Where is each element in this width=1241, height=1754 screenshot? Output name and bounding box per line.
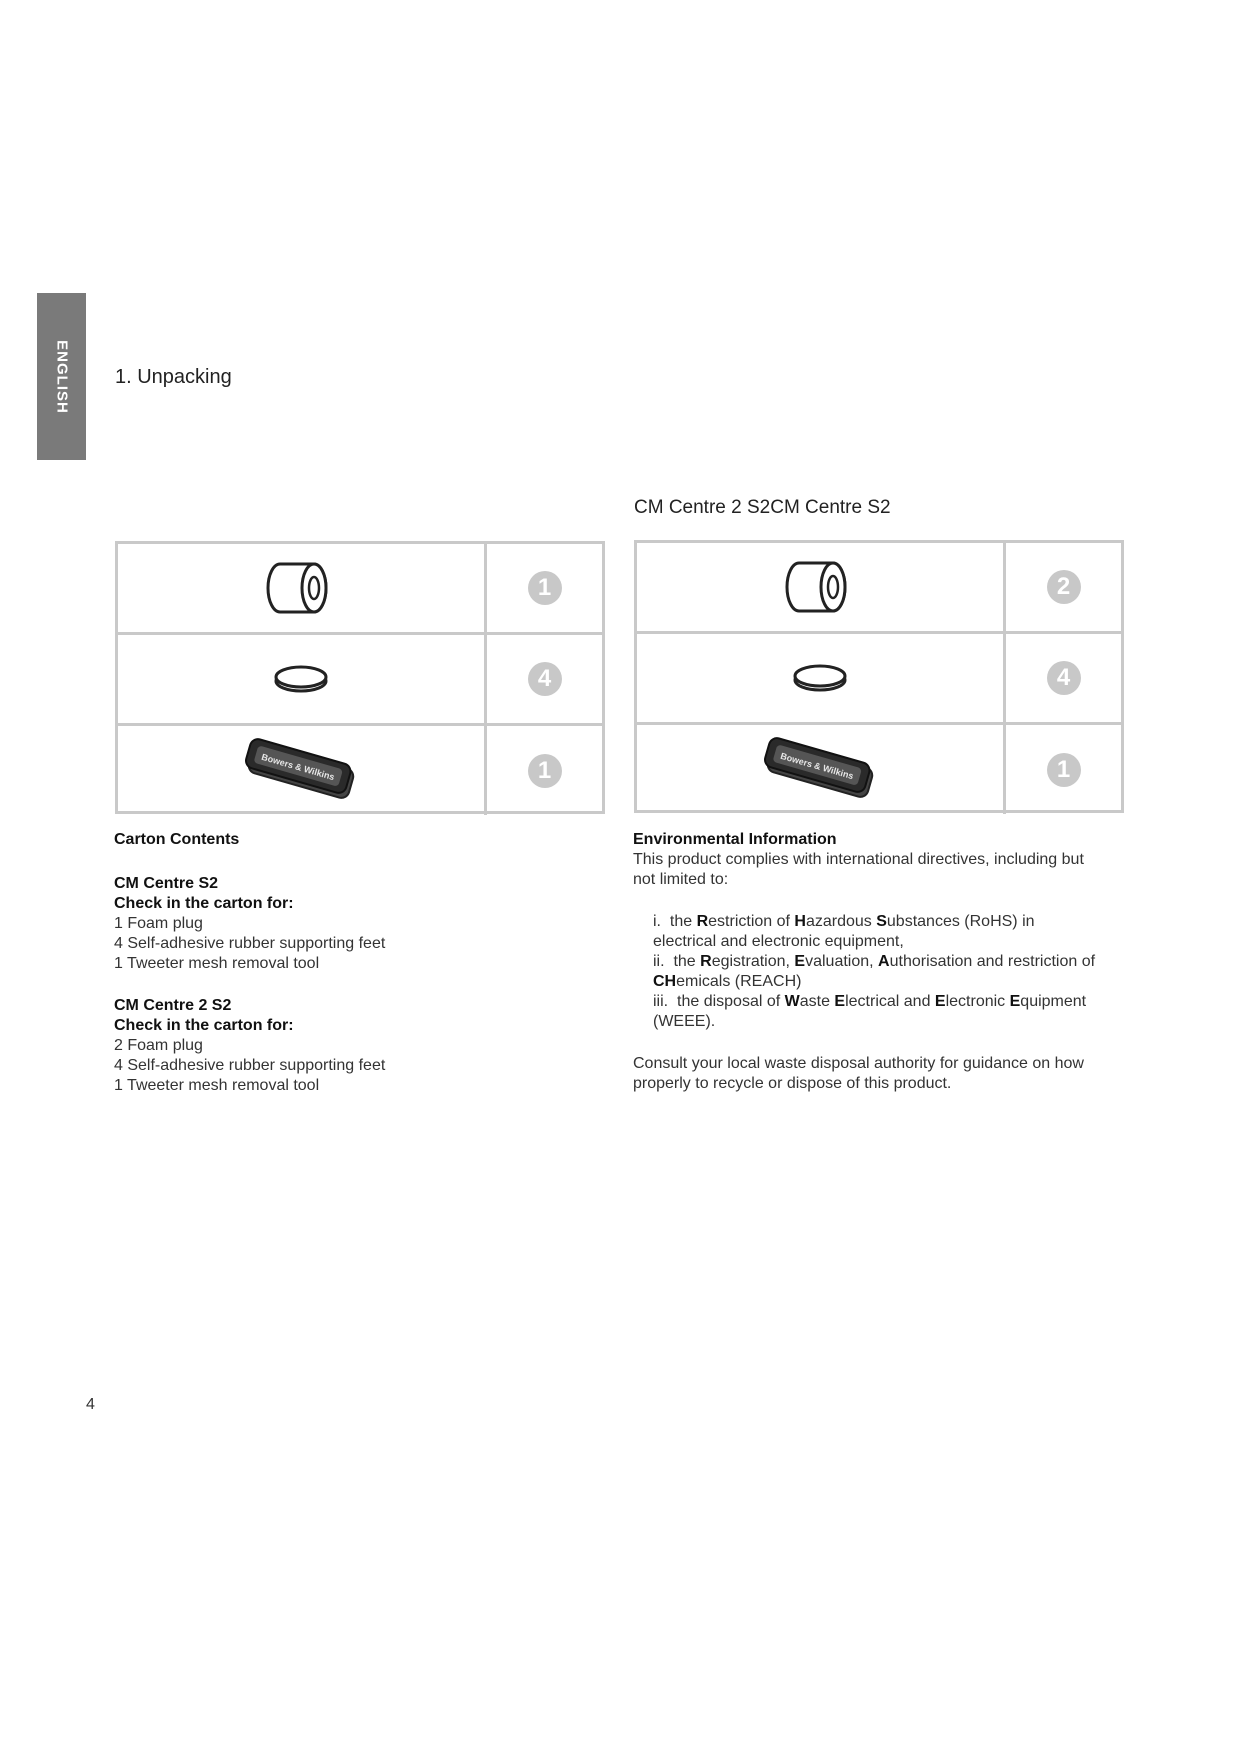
intro-text: not limited to:	[633, 871, 729, 888]
carton-contents-heading: Carton Contents	[114, 831, 240, 848]
carton-contents-section	[114, 830, 574, 1096]
mesh-removal-tool-icon	[241, 736, 361, 806]
item-image-cell	[118, 726, 487, 815]
page-number: 4	[86, 1396, 95, 1413]
table-row	[637, 725, 1121, 814]
quantity-badge: 1	[528, 571, 562, 605]
tool-logo-text: Bowers & Wilkins	[260, 751, 336, 782]
item-image-cell	[118, 635, 487, 723]
right-box-caption: CM Centre 2 S2CM Centre S2	[634, 497, 891, 518]
list-item: 2 Foam plug	[114, 1037, 203, 1054]
model-heading: CM Centre 2 S2	[114, 997, 232, 1014]
table-row	[118, 635, 602, 726]
directive-item-rohs: i. the Restriction of Hazardous Substances (RoHS) in electrical and electronic equipment,	[653, 913, 1035, 950]
quantity-badge: 1	[1047, 753, 1081, 787]
table-row	[118, 726, 602, 815]
language-tab-label: ENGLISH	[53, 339, 70, 414]
rubber-foot-icon	[273, 664, 329, 694]
list-item: 1 Tweeter mesh removal tool	[114, 955, 320, 972]
directive-item-reach: ii. the Registration, Evaluation, Authorisation and restriction of CHemicals (REACH)	[653, 953, 1096, 990]
quantity-badge: 2	[1047, 570, 1081, 604]
directive-item-weee: iii. the disposal of Waste Electrical and Electronic Equipment (WEEE).	[653, 993, 1087, 1030]
carton-contents-table-2-s2	[634, 540, 1124, 813]
environmental-heading: Environmental Information	[633, 831, 837, 848]
quantity-badge: 4	[1047, 661, 1081, 695]
language-tab	[37, 293, 86, 460]
list-item: 1 Tweeter mesh removal tool	[114, 1077, 320, 1094]
section-title: 1. Unpacking	[115, 366, 232, 388]
item-image-cell	[637, 543, 1006, 631]
quantity-badge: 1	[528, 754, 562, 788]
outro-text: Consult your local waste disposal authority for guidance on how	[633, 1055, 1084, 1072]
table-row	[637, 634, 1121, 725]
list-item: 4 Self-adhesive rubber supporting feet	[114, 1057, 386, 1074]
environmental-section	[633, 830, 1123, 1094]
check-heading: Check in the carton for:	[114, 895, 294, 912]
quantity-badge: 4	[528, 662, 562, 696]
foam-plug-icon	[785, 559, 855, 615]
foam-plug-icon	[266, 560, 336, 616]
item-image-cell	[637, 634, 1006, 722]
item-image-cell	[637, 725, 1006, 814]
model-heading: CM Centre S2	[114, 875, 219, 892]
rubber-foot-icon	[792, 663, 848, 693]
list-item: 4 Self-adhesive rubber supporting feet	[114, 935, 386, 952]
outro-text: properly to recycle or dispose of this product.	[633, 1075, 952, 1092]
table-row	[118, 544, 602, 635]
check-heading: Check in the carton for:	[114, 1017, 294, 1034]
item-image-cell	[118, 544, 487, 632]
list-item: 1 Foam plug	[114, 915, 203, 932]
tool-logo-text: Bowers & Wilkins	[779, 750, 855, 781]
carton-contents-table-s2	[115, 541, 605, 814]
table-row	[637, 543, 1121, 634]
mesh-removal-tool-icon	[760, 735, 880, 805]
intro-text: This product complies with international directives, including but	[633, 851, 1084, 868]
